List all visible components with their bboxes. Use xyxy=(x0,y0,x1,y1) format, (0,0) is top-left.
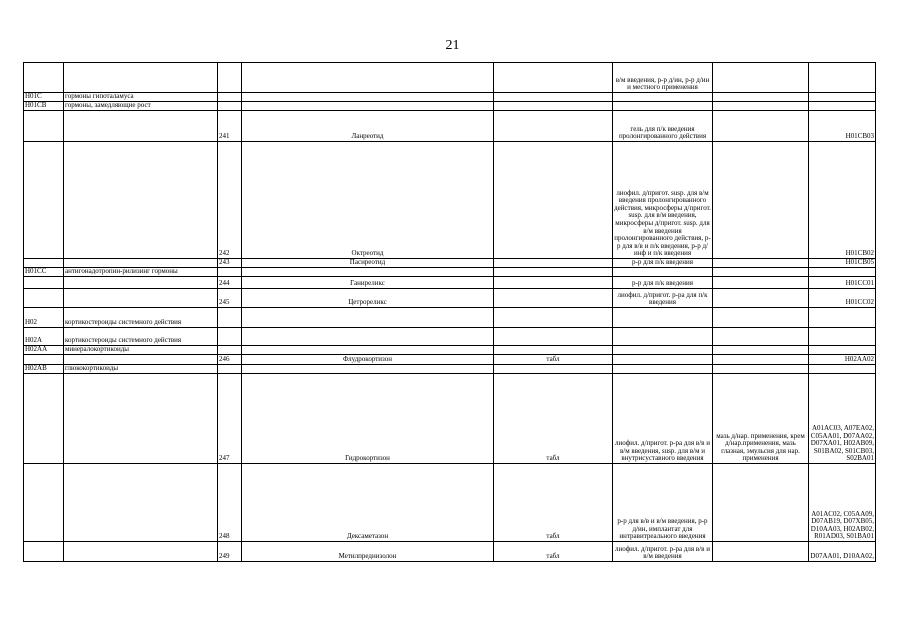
item-number-cell xyxy=(218,102,242,111)
dosage-form-extra-cell xyxy=(613,93,713,102)
topical-form-cell xyxy=(713,63,809,93)
atc-group-code-cell: H01C xyxy=(24,93,64,102)
item-number-cell xyxy=(218,308,242,328)
table-row xyxy=(24,142,876,259)
dosage-form-cell xyxy=(494,102,613,111)
dosage-form-cell xyxy=(494,289,613,308)
atc-group-code-cell xyxy=(24,355,64,365)
drug-name-cell xyxy=(242,63,494,93)
group-name-cell xyxy=(64,464,218,542)
dosage-form-cell xyxy=(494,365,613,374)
table-row xyxy=(24,289,876,308)
atc-code-cell xyxy=(809,328,876,346)
item-number-cell: 249 xyxy=(218,542,242,562)
topical-form-cell xyxy=(713,268,809,277)
atc-code-cell xyxy=(809,63,876,93)
item-number-cell: 248 xyxy=(218,464,242,542)
atc-code-cell xyxy=(809,93,876,102)
drug-name-cell: Ганиреликс xyxy=(242,277,494,289)
drug-name-cell xyxy=(242,346,494,355)
drug-name-cell: Флудрокортизон xyxy=(242,355,494,365)
dosage-form-cell xyxy=(494,93,613,102)
dosage-form-cell xyxy=(494,308,613,328)
atc-code-cell: H01CC02 xyxy=(809,289,876,308)
group-name-cell: антигонадотропин-рилизинг гормоны xyxy=(64,268,218,277)
topical-form-cell xyxy=(713,464,809,542)
atc-code-cell: H01CB03 xyxy=(809,111,876,142)
atc-group-code-cell xyxy=(24,464,64,542)
item-number-cell xyxy=(218,63,242,93)
item-number-cell: 241 xyxy=(218,111,242,142)
dosage-form-extra-cell: лиофил. д/пригот. р-ра для в/в и в/м введения, susp. для в/м и внутрисуставного введения xyxy=(613,374,713,464)
group-name-cell xyxy=(64,277,218,289)
dosage-form-extra-cell: р-р для в/в и в/м введения, р-р д/ин, имплантат для интравитреального введения xyxy=(613,464,713,542)
item-number-cell: 245 xyxy=(218,289,242,308)
drug-name-cell: Пасиреотид xyxy=(242,259,494,268)
dosage-form-extra-cell: р-р для п/к введения xyxy=(613,277,713,289)
atc-group-code-cell xyxy=(24,63,64,93)
group-name-cell xyxy=(64,142,218,259)
dosage-form-cell: табл xyxy=(494,464,613,542)
group-name-cell xyxy=(64,542,218,562)
topical-form-cell: мазь д/нар. применения, крем д/нар.применения, мазь глазная, эмульсия для нар. применения xyxy=(713,374,809,464)
atc-code-cell: A01AC03, A07EA02, C05AA01, D07AA02, D07XA01, H02AB09, S01BA02, S01CB03, S02BA01 xyxy=(809,374,876,464)
dosage-form-extra-cell xyxy=(613,346,713,355)
group-name-cell xyxy=(64,355,218,365)
table-row xyxy=(24,268,876,277)
atc-code-cell xyxy=(809,102,876,111)
item-number-cell: 247 xyxy=(218,374,242,464)
dosage-form-cell xyxy=(494,63,613,93)
topical-form-cell xyxy=(713,142,809,259)
table-row xyxy=(24,111,876,142)
table-row xyxy=(24,308,876,328)
topical-form-cell xyxy=(713,102,809,111)
dosage-form-cell xyxy=(494,259,613,268)
atc-code-cell xyxy=(809,346,876,355)
atc-code-cell xyxy=(809,268,876,277)
topical-form-cell xyxy=(713,365,809,374)
group-name-cell: гормоны гипоталамуса xyxy=(64,93,218,102)
drug-name-cell: Дексаметазон xyxy=(242,464,494,542)
table-row xyxy=(24,365,876,374)
drug-name-cell xyxy=(242,268,494,277)
group-name-cell: кортикостероиды системного действия xyxy=(64,328,218,346)
table-row xyxy=(24,355,876,365)
table-row xyxy=(24,102,876,111)
topical-form-cell xyxy=(713,542,809,562)
atc-code-cell xyxy=(809,308,876,328)
atc-group-code-cell xyxy=(24,142,64,259)
dosage-form-extra-cell xyxy=(613,102,713,111)
table-row xyxy=(24,464,876,542)
item-number-cell xyxy=(218,346,242,355)
group-name-cell xyxy=(64,63,218,93)
atc-group-code-cell xyxy=(24,277,64,289)
dosage-form-extra-cell: лиофил. д/пригот. р-ра для в/в и в/м введения xyxy=(613,542,713,562)
dosage-form-extra-cell: лиофил. д/пригот. р-ра для п/к введения xyxy=(613,289,713,308)
dosage-form-cell xyxy=(494,268,613,277)
dosage-form-extra-cell: р-р для п/к введения xyxy=(613,259,713,268)
dosage-form-cell xyxy=(494,346,613,355)
item-number-cell xyxy=(218,365,242,374)
drug-name-cell xyxy=(242,365,494,374)
group-name-cell: глюкокортикоиды xyxy=(64,365,218,374)
topical-form-cell xyxy=(713,346,809,355)
atc-code-cell: D07AA01, D10AA02, xyxy=(809,542,876,562)
atc-group-code-cell xyxy=(24,374,64,464)
table-row xyxy=(24,542,876,562)
atc-group-code-cell xyxy=(24,289,64,308)
group-name-cell xyxy=(64,289,218,308)
dosage-form-extra-cell xyxy=(613,268,713,277)
table-row xyxy=(24,374,876,464)
drug-name-cell: Гидрокортизон xyxy=(242,374,494,464)
dosage-form-cell: табл xyxy=(494,542,613,562)
table-row xyxy=(24,259,876,268)
drug-name-cell: Ланреотид xyxy=(242,111,494,142)
atc-code-cell: H01CB05 xyxy=(809,259,876,268)
group-name-cell: минералокортикоиды xyxy=(64,346,218,355)
atc-code-cell: H01CC01 xyxy=(809,277,876,289)
item-number-cell: 244 xyxy=(218,277,242,289)
group-name-cell: кортикостероиды системного действия xyxy=(64,308,218,328)
drug-name-cell xyxy=(242,102,494,111)
atc-group-code-cell xyxy=(24,542,64,562)
group-name-cell xyxy=(64,111,218,142)
topical-form-cell xyxy=(713,277,809,289)
dosage-form-extra-cell xyxy=(613,365,713,374)
page-number: 21 xyxy=(445,38,460,53)
dosage-form-cell xyxy=(494,111,613,142)
dosage-form-cell xyxy=(494,328,613,346)
item-number-cell: 246 xyxy=(218,355,242,365)
atc-group-code-cell: H02AA xyxy=(24,346,64,355)
group-name-cell xyxy=(64,374,218,464)
table-row xyxy=(24,346,876,355)
topical-form-cell xyxy=(713,93,809,102)
dosage-form-cell: табл xyxy=(494,355,613,365)
atc-code-cell: H02AA02 xyxy=(809,355,876,365)
dosage-form-cell: табл xyxy=(494,374,613,464)
topical-form-cell xyxy=(713,328,809,346)
topical-form-cell xyxy=(713,308,809,328)
item-number-cell xyxy=(218,268,242,277)
table-row xyxy=(24,328,876,346)
table-row xyxy=(24,63,876,93)
dosage-form-extra-cell xyxy=(613,308,713,328)
dosage-form-extra-cell xyxy=(613,355,713,365)
atc-group-code-cell: H01CB xyxy=(24,102,64,111)
table-row xyxy=(24,93,876,102)
atc-group-code-cell: H02A xyxy=(24,328,64,346)
dosage-form-extra-cell: в/м введения, р-р д/ин, р-р д/ин и местного применения xyxy=(613,63,713,93)
dosage-form-extra-cell: гель для п/к введения пролонгированного действия xyxy=(613,111,713,142)
item-number-cell: 242 xyxy=(218,142,242,259)
atc-group-code-cell: H01CC xyxy=(24,268,64,277)
drug-table xyxy=(23,62,876,562)
topical-form-cell xyxy=(713,289,809,308)
item-number-cell xyxy=(218,93,242,102)
atc-group-code-cell: H02AB xyxy=(24,365,64,374)
topical-form-cell xyxy=(713,111,809,142)
drug-name-cell: Метилпреднизолон xyxy=(242,542,494,562)
dosage-form-extra-cell xyxy=(613,328,713,346)
dosage-form-extra-cell: лиофил. д/пригот. susp. для в/м введения пролонгированного действия, микросферы д/пригот. susp. для в/м введения, микросферы д/пригот. susp. для в/м введения пролонгированного действия, р-р для в/в и п/к введения, р-р д/инф и п/к введения xyxy=(613,142,713,259)
table-row xyxy=(24,277,876,289)
item-number-cell: 243 xyxy=(218,259,242,268)
item-number-cell xyxy=(218,328,242,346)
atc-code-cell xyxy=(809,365,876,374)
drug-name-cell xyxy=(242,93,494,102)
atc-group-code-cell: H02 xyxy=(24,308,64,328)
atc-group-code-cell xyxy=(24,111,64,142)
dosage-form-cell xyxy=(494,277,613,289)
atc-group-code-cell xyxy=(24,259,64,268)
drug-name-cell: Октреотид xyxy=(242,142,494,259)
drug-name-cell: Цетрореликс xyxy=(242,289,494,308)
group-name-cell: гормоны, замедляющие рост xyxy=(64,102,218,111)
group-name-cell xyxy=(64,259,218,268)
atc-code-cell: A01AC02, C05AA09, D07AB19, D07XB05, D10AA03, H02AB02, R01AD03, S01BA01 xyxy=(809,464,876,542)
topical-form-cell xyxy=(713,355,809,365)
atc-code-cell: H01CB02 xyxy=(809,142,876,259)
topical-form-cell xyxy=(713,259,809,268)
drug-name-cell xyxy=(242,308,494,328)
drug-name-cell xyxy=(242,328,494,346)
dosage-form-cell xyxy=(494,142,613,259)
